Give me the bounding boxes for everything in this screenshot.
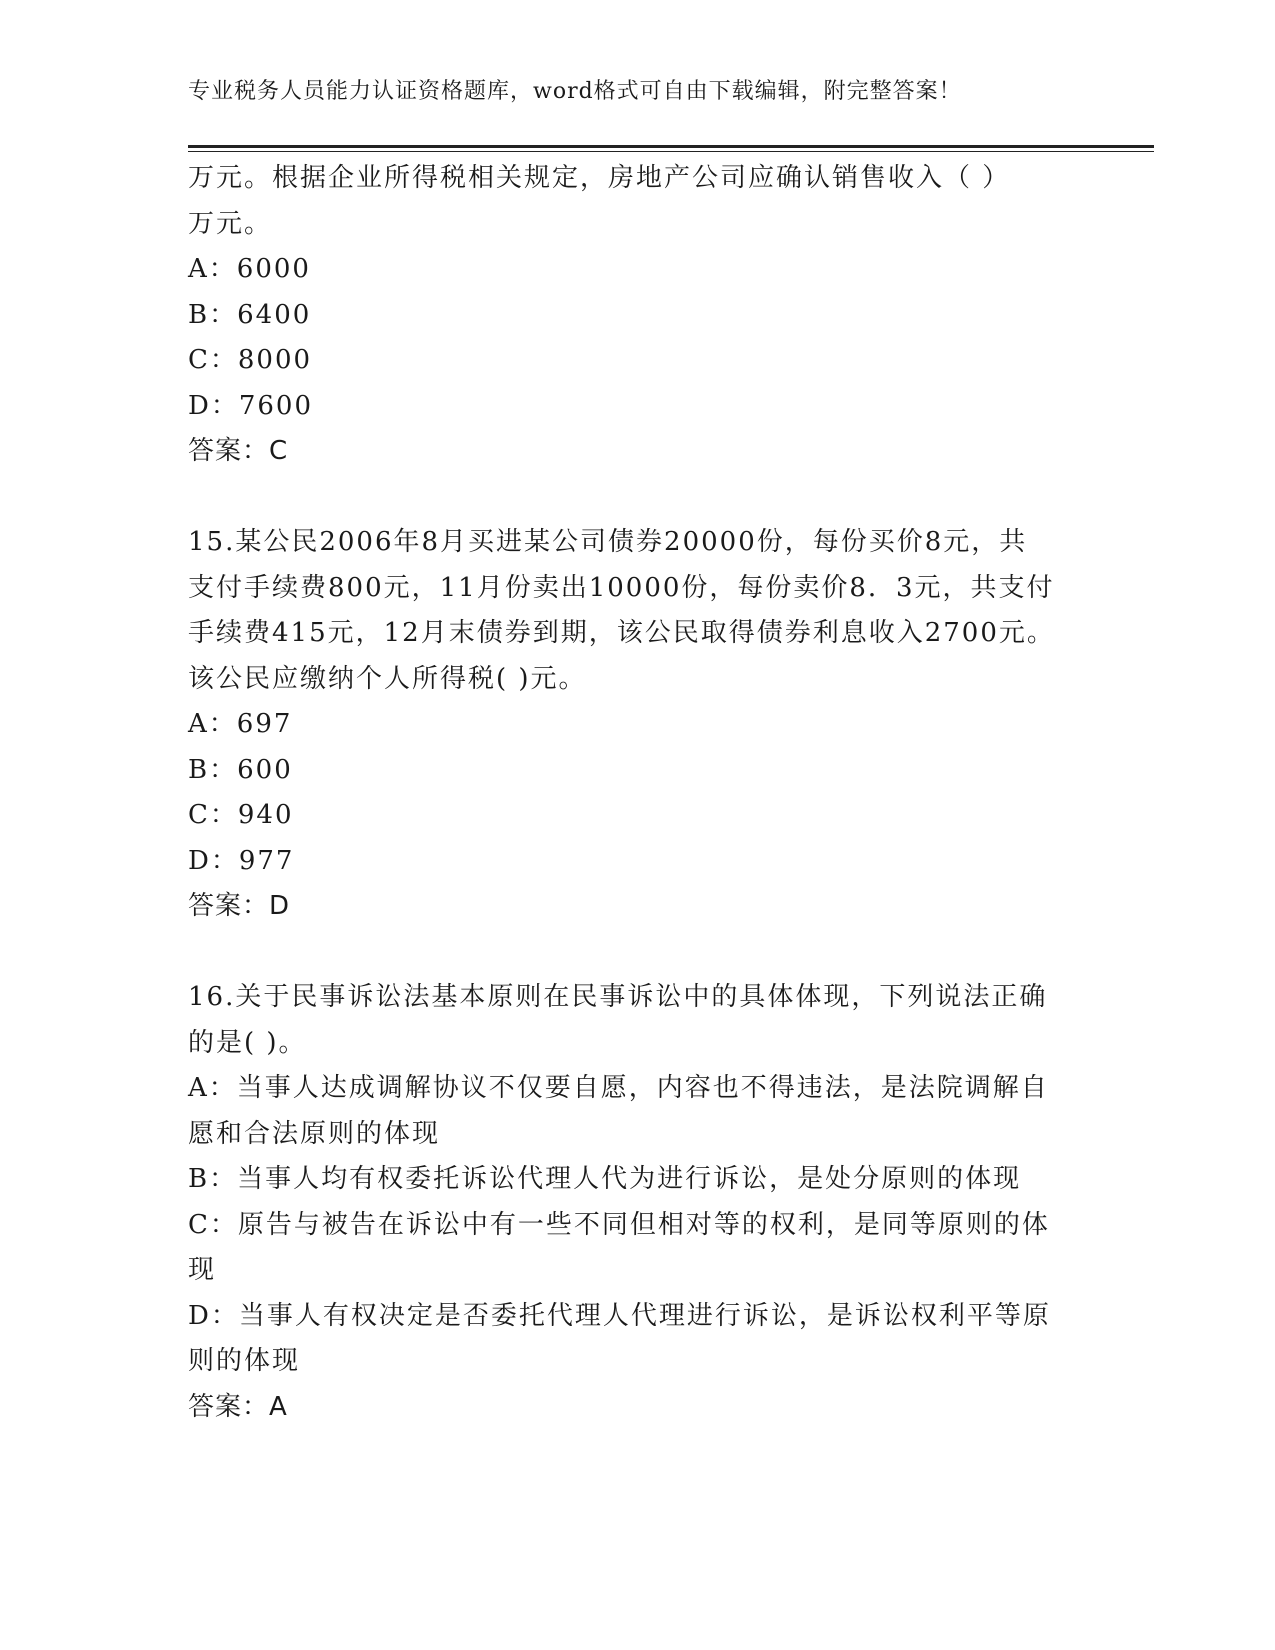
question-stem-line: 支付手续费800元，11月份卖出10000份，每份卖价8．3元，共支付: [188, 572, 1055, 603]
option-d-continued: 则的体现: [188, 1346, 301, 1376]
question-stem-line: 万元。: [188, 208, 273, 239]
option-d: D：7600: [188, 390, 314, 421]
question-stem-line: 该公民应缴纳个人所得税( )元。: [188, 663, 587, 694]
option-c: C：940: [188, 800, 294, 830]
spacer: [188, 930, 1088, 976]
spacer: [188, 475, 1088, 521]
option-a: A：697: [188, 709, 293, 739]
answer-label: 答案：D: [188, 891, 291, 921]
option-d: D：977: [188, 845, 295, 876]
option-c-continued: 现: [188, 1255, 217, 1285]
option-b: B：6400: [188, 299, 312, 330]
option-a: A：6000: [188, 254, 311, 284]
answer-label: 答案：C: [188, 436, 289, 466]
option-a: A：当事人达成调解协议不仅要自愿，内容也不得违法，是法院调解自: [188, 1073, 1049, 1103]
question-15: [188, 520, 1088, 930]
answer-label: 答案：A: [188, 1391, 288, 1422]
header-rule-thick: [188, 145, 1154, 148]
header-rule-thin: [188, 151, 1154, 152]
option-d: D：当事人有权决定是否委托代理人代理进行诉讼，是诉讼权利平等原: [188, 1300, 1051, 1331]
option-b: B：当事人均有权委托诉讼代理人代为进行诉讼，是处分原则的体现: [188, 1164, 1022, 1194]
question-stem-line: 15.某公民2006年8月买进某公司债券20000份，每份买价8元，共: [188, 527, 1028, 557]
option-b: B：600: [188, 754, 293, 785]
question-stem-line: 手续费415元，12月末债券到期，该公民取得债券利息收入2700元。: [188, 618, 1055, 648]
option-a-continued: 愿和合法原则的体现: [188, 1118, 441, 1149]
question-stem-line: 的是( )。: [188, 1027, 307, 1058]
question-16: [188, 975, 1088, 1430]
option-c: C：8000: [188, 345, 313, 375]
header-title: 专业税务人员能力认证资格题库，word格式可自由下载编辑，附完整答案！: [188, 79, 962, 104]
question-14: [188, 156, 1088, 475]
question-stem-line: 万元。根据企业所得税相关规定，房地产公司应确认销售收入（ ）: [188, 163, 1011, 193]
option-c: C：原告与被告在诉讼中有一些不同但相对等的权利，是同等原则的体: [188, 1209, 1050, 1240]
question-list: [188, 156, 1088, 1430]
question-stem-line: 16.关于民事诉讼法基本原则在民事诉讼中的具体体现，下列说法正确: [188, 982, 1048, 1012]
